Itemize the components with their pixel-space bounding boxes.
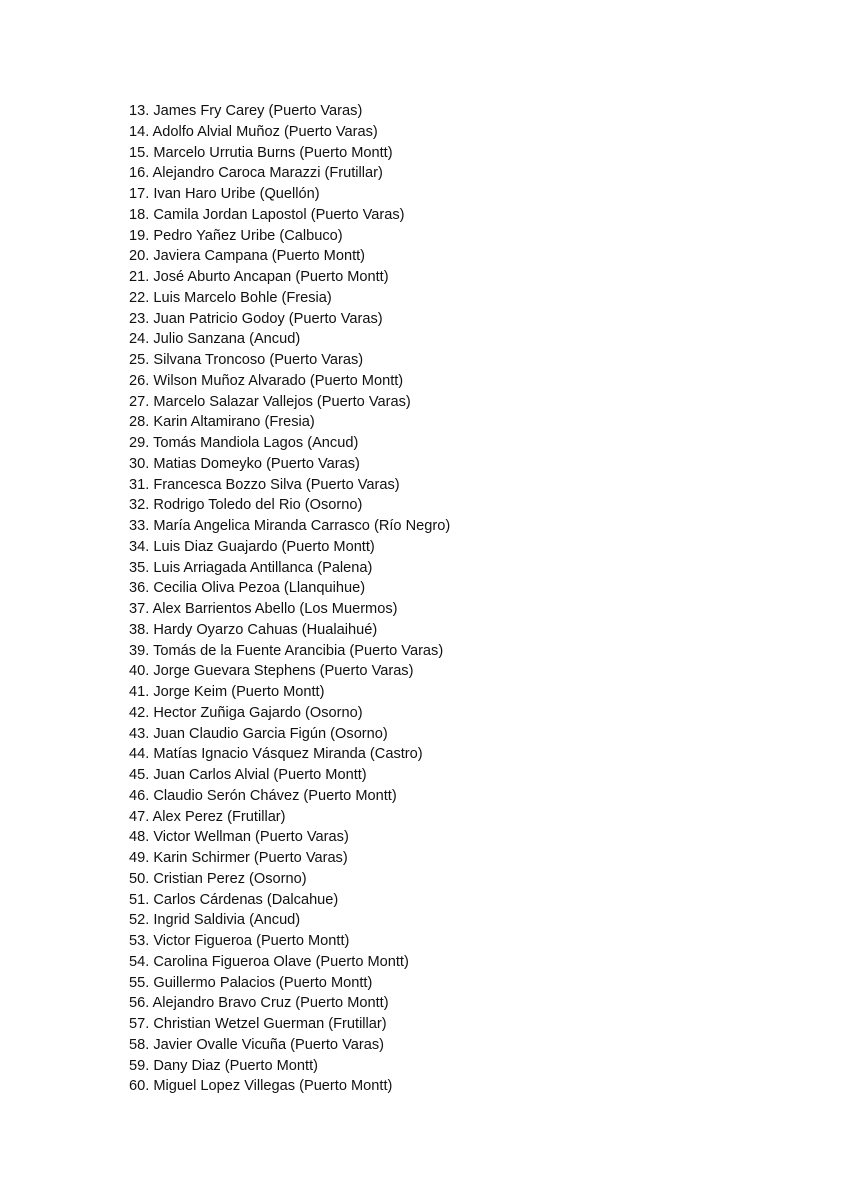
list-item: 25. Silvana Troncoso (Puerto Varas)	[129, 352, 364, 368]
list-item: 13. James Fry Carey (Puerto Varas)	[129, 103, 363, 119]
list-item: 20. Javiera Campana (Puerto Montt)	[129, 248, 366, 265]
list-item: 29. Tomás Mandiola Lagos (Ancud)	[129, 435, 359, 451]
list-item: 39. Tomás de la Fuente Arancibia (Puerto Varas)	[129, 642, 444, 659]
list-item: 51. Carlos Cárdenas (Dalcahue)	[129, 891, 339, 908]
list-item: 56. Alejandro Bravo Cruz (Puerto Montt)	[129, 995, 389, 1012]
list-item: 43. Juan Claudio Garcia Figún (Osorno)	[129, 725, 388, 742]
list-item: 41. Jorge Keim (Puerto Montt)	[129, 684, 325, 700]
list-item: 31. Francesca Bozzo Silva (Puerto Varas)	[129, 476, 400, 493]
list-item: 30. Matias Domeyko (Puerto Varas)	[129, 455, 360, 472]
list-item: 58. Javier Ovalle Vicuña (Puerto Varas)	[129, 1036, 384, 1053]
list-item: 46. Claudio Serón Chávez (Puerto Montt)	[129, 787, 397, 804]
list-item: 42. Hector Zuñiga Gajardo (Osorno)	[129, 704, 363, 721]
list-item: 54. Carolina Figueroa Olave (Puerto Montt)	[129, 953, 409, 970]
list-item: 15. Marcelo Urrutia Burns (Puerto Montt)	[129, 144, 393, 161]
list-item: 55. Guillermo Palacios (Puerto Montt)	[129, 974, 373, 991]
list-item: 48. Victor Wellman (Puerto Varas)	[129, 829, 349, 846]
list-item: 44. Matías Ignacio Vásquez Miranda (Castro)	[129, 746, 423, 763]
list-item: 37. Alex Barrientos Abello (Los Muermos)	[129, 601, 398, 617]
name-list	[129, 101, 450, 1097]
list-item: 17. Ivan Haro Uribe (Quellón)	[129, 186, 320, 202]
list-item: 24. Julio Sanzana (Ancud)	[129, 331, 301, 348]
list-item: 45. Juan Carlos Alvial (Puerto Montt)	[129, 767, 367, 783]
list-item: 19. Pedro Yañez Uribe (Calbuco)	[129, 227, 343, 244]
list-item: 33. María Angelica Miranda Carrasco (Río Negro)	[129, 518, 451, 534]
list-item: 47. Alex Perez (Frutillar)	[129, 808, 286, 825]
list-item: 59. Dany Diaz (Puerto Montt)	[129, 1057, 318, 1074]
list-item: 53. Victor Figueroa (Puerto Montt)	[129, 933, 350, 949]
list-item: 50. Cristian Perez (Osorno)	[129, 870, 307, 887]
list-item: 26. Wilson Muñoz Alvarado (Puerto Montt)	[129, 372, 404, 389]
list-item: 16. Alejandro Caroca Marazzi (Frutillar)	[129, 165, 383, 182]
list-item: 32. Rodrigo Toledo del Rio (Osorno)	[129, 497, 363, 514]
list-item: 21. José Aburto Ancapan (Puerto Montt)	[129, 269, 389, 285]
list-item: 57. Christian Wetzel Guerman (Frutillar)	[129, 1016, 387, 1032]
list-item: 49. Karin Schirmer (Puerto Varas)	[129, 850, 348, 866]
list-item: 28. Karin Altamirano (Fresia)	[129, 414, 315, 431]
list-item: 23. Juan Patricio Godoy (Puerto Varas)	[129, 310, 383, 327]
list-item: 38. Hardy Oyarzo Cahuas (Hualaihué)	[129, 621, 378, 638]
list-item: 27. Marcelo Salazar Vallejos (Puerto Varas)	[129, 393, 411, 410]
list-item: 22. Luis Marcelo Bohle (Fresia)	[129, 289, 332, 306]
list-item: 14. Adolfo Alvial Muñoz (Puerto Varas)	[129, 123, 378, 140]
list-item: 34. Luis Diaz Guajardo (Puerto Montt)	[129, 538, 375, 555]
list-item: 40. Jorge Guevara Stephens (Puerto Varas)	[129, 663, 414, 680]
list-item: 35. Luis Arriagada Antillanca (Palena)	[129, 559, 373, 576]
list-item: 60. Miguel Lopez Villegas (Puerto Montt)	[129, 1078, 393, 1095]
list-item: 18. Camila Jordan Lapostol (Puerto Varas)	[129, 206, 405, 223]
list-item: 36. Cecilia Oliva Pezoa (Llanquihue)	[129, 580, 366, 597]
list-item: 52. Ingrid Saldivia (Ancud)	[129, 912, 301, 929]
